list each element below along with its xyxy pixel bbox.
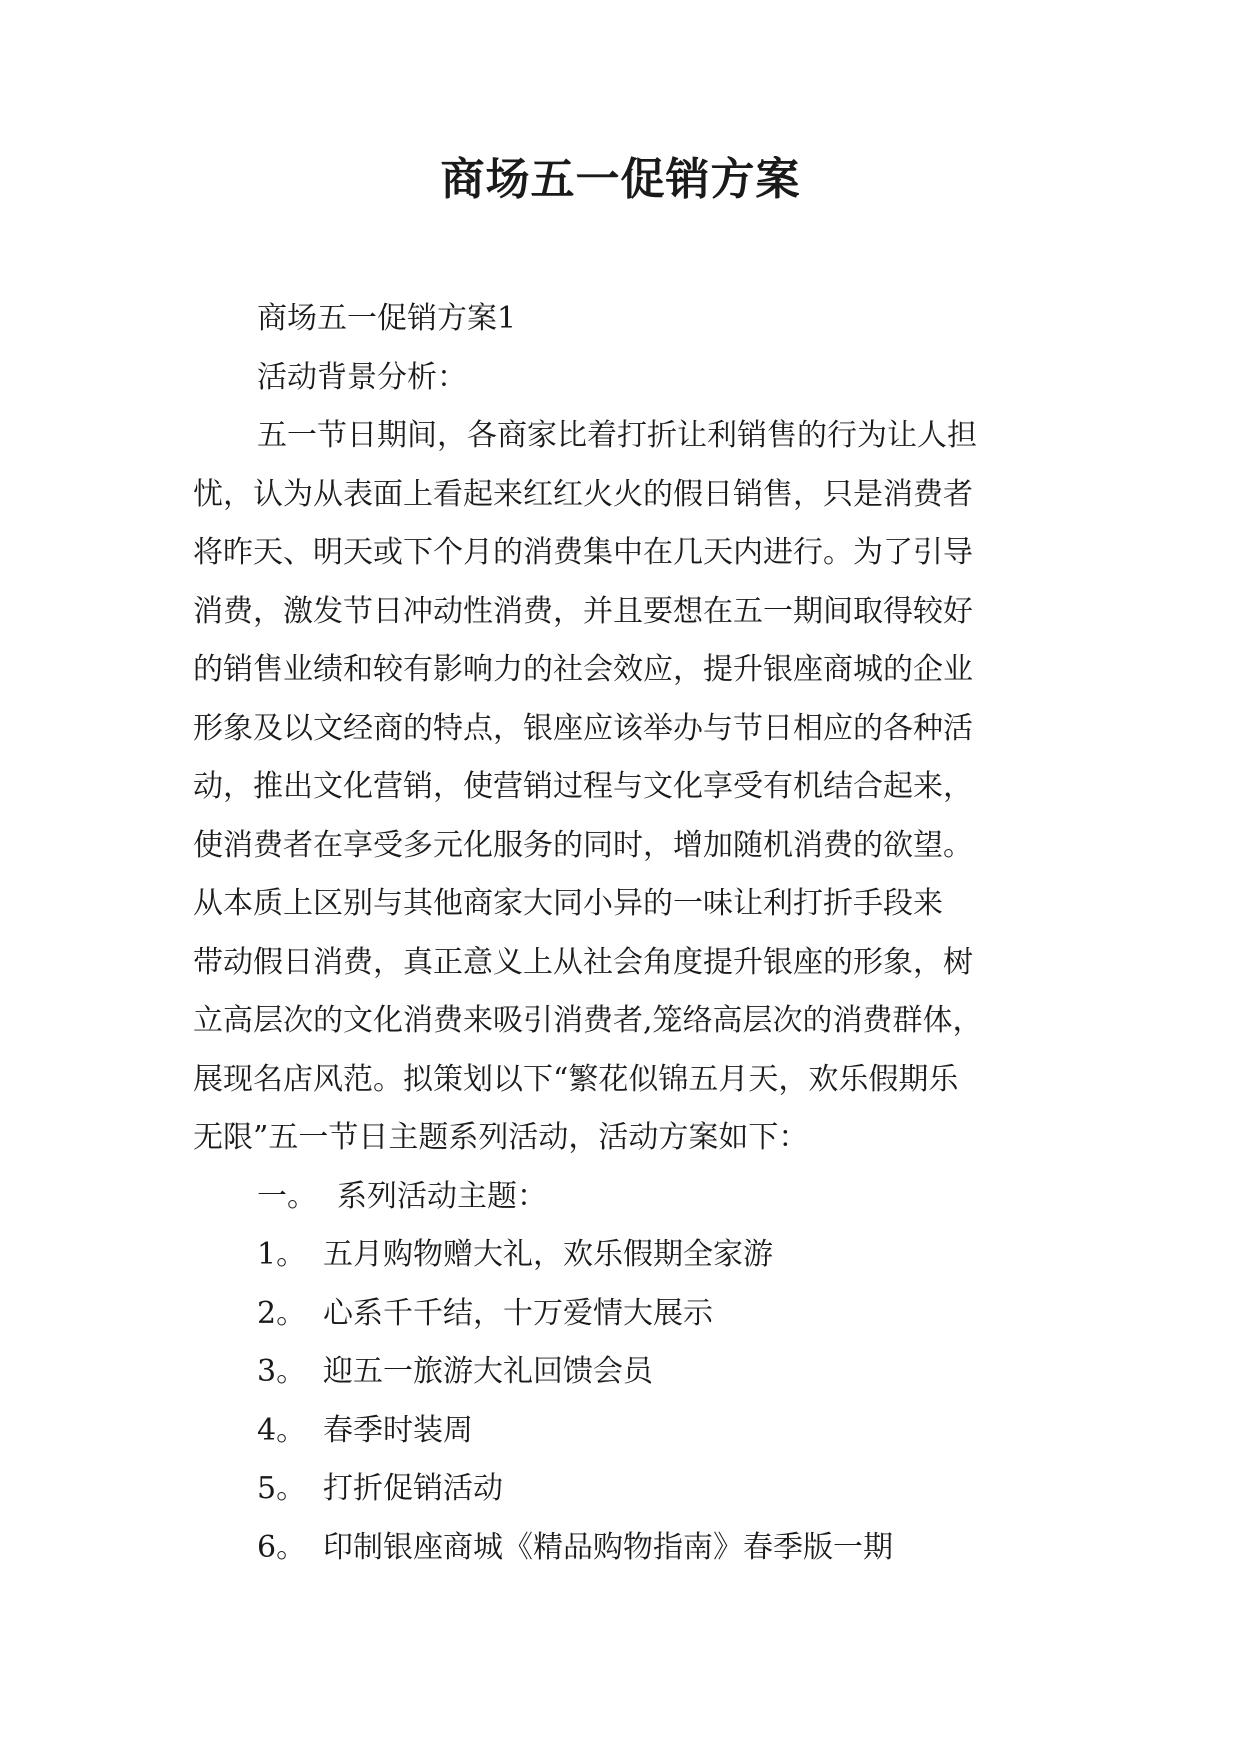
list-item-text: 印制银座商城《精品购物指南》春季版一期	[323, 1529, 893, 1565]
list-item-number: 6。	[257, 1529, 307, 1565]
list-item-number: 1。	[257, 1237, 307, 1272]
background-heading: 活动背景分析：	[257, 359, 467, 395]
list-item	[193, 1343, 1053, 1402]
paragraph-line: 将昨天、明天或下个月的消费集中在几天内进行。为了引导	[193, 535, 973, 570]
list-item-text: 打折促销活动	[323, 1471, 503, 1506]
list-item	[193, 1285, 1053, 1344]
section-label: 系列活动主题：	[337, 1178, 547, 1214]
list-item	[193, 1226, 1053, 1285]
list-item-number: 3。	[257, 1354, 307, 1389]
list-item	[193, 1460, 1053, 1519]
paragraph-line: 展现名店风范。拟策划以下“繁花似锦五月天，欢乐假期乐	[193, 1061, 959, 1097]
list-item-text: 春季时装周	[323, 1412, 473, 1448]
paragraph-line: 带动假日消费，真正意义上从社会角度提升银座的形象，树	[193, 944, 973, 980]
paragraph-line: 立高层次的文化消费来吸引消费者,笼络高层次的消费群体，	[193, 1003, 983, 1038]
document-title: 商场五一促销方案	[440, 154, 801, 205]
paragraph-line: 动，推出文化营销，使营销过程与文化享受有机结合起来，	[193, 769, 973, 804]
list-item-number: 4。	[257, 1412, 307, 1448]
paragraph-line: 忧，认为从表面上看起来红红火火的假日销售，只是消费者	[193, 476, 973, 512]
list-item-text: 五月购物赠大礼，欢乐假期全家游	[323, 1237, 773, 1272]
paragraph-line: 的销售业绩和较有影响力的社会效应，提升银座商城的企业	[193, 652, 973, 687]
list-item	[193, 1519, 1053, 1578]
paragraph-line: 无限”五一节日主题系列活动，活动方案如下：	[193, 1120, 809, 1155]
document-body	[193, 290, 1053, 1577]
paragraph-line: 使消费者在享受多元化服务的同时，增加随机消费的欲望。	[193, 827, 973, 863]
list-item-text: 迎五一旅游大礼回馈会员	[323, 1354, 653, 1389]
section-heading	[193, 1168, 1053, 1227]
paragraph-line: 形象及以文经商的特点，银座应该举办与节日相应的各种活	[193, 710, 973, 746]
paragraph-line: 消费，激发节日冲动性消费，并且要想在五一期间取得较好	[193, 593, 973, 629]
paragraph-line: 五一节日期间，各商家比着打折让利销售的行为让人担	[257, 418, 977, 453]
list-item-number: 5。	[257, 1471, 307, 1506]
list-item-number: 2。	[257, 1295, 307, 1331]
list-item	[193, 1402, 1053, 1461]
list-item-text: 心系千千结，十万爱情大展示	[323, 1295, 713, 1331]
document-subtitle: 商场五一促销方案1	[257, 301, 517, 336]
section-number: 一。	[257, 1178, 317, 1214]
paragraph-line: 从本质上区别与其他商家大同小异的一味让利打折手段来	[193, 886, 943, 921]
